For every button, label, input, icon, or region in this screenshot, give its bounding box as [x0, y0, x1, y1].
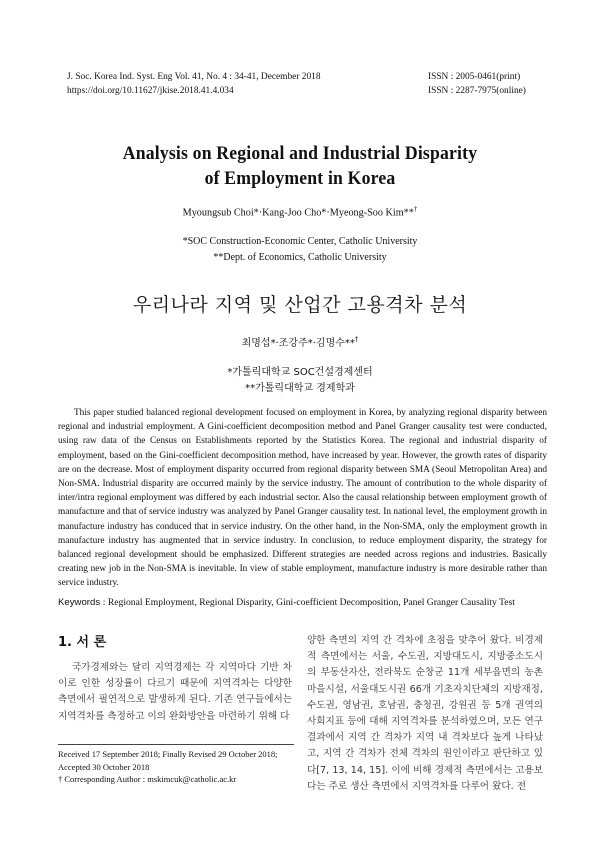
corresponding-mark: †: [413, 205, 418, 213]
column1-body: 국가경제와는 달리 지역경제는 각 지역마다 기반 차이로 인한 성장률이 다르기 때문에 지역격차는 다양한 측면에서 필연적으로 발생하게 된다. 기존 연구들에서는 지역격차를 측정하고 이의 완화방안을 마련하기 위해 다: [58, 662, 292, 722]
affiliation-english-1: *SOC Construction-Economic Center, Catholic University: [182, 236, 418, 247]
section-heading: 1. 서 론: [58, 635, 107, 650]
authors-korean: [0, 334, 600, 349]
keywords-label: Keywords: [58, 597, 101, 608]
issn-online: ISSN : 2287-7975(online): [428, 86, 526, 96]
authors-korean-names: 최명섭*·조강주*·김명수**: [241, 338, 355, 349]
keywords-text: : Regional Employment, Regional Disparity, Gini-coefficient Decomposition, Panel Granger Causality Test: [102, 597, 515, 608]
affiliation-korean-1: *가톨릭대학교 SOC건설경제센터: [227, 367, 373, 378]
column2-body: 양한 측면의 지역 간 격차에 초점을 맞추어 왔다. 비경제적 측면에서는 서울, 수도권, 지방대도시, 지방중소도시의 부동산자산, 전라북도 순창군 11개 세부읍면의 농촌마을시설, 서울대도시권 66개 기초자치단체의 지방재정, 수도권, 영남권, 호남권, 충청권, 강원권 등 5개 권역의 사회지표 등에 대해 지역격차를 분석하였으며, 모든 연구결과에서 지역 간 격차가 지역 내 격차보다 높게 나타났고, 지역 간 격차가 전체 격차의 원인이라고 판단하고 있다[7, 13, 14, 15]. 이에 비해 경제적 측면에서는 고용보다는 주로 생산 측면에서 지역격차를 다루어 왔다. 전: [307, 635, 543, 792]
affiliation-english-2: **Dept. of Economics, Catholic University: [213, 252, 387, 263]
corresponding-mark-korean: †: [354, 335, 359, 344]
footnote-mark: †: [58, 774, 63, 784]
journal-citation: J. Soc. Korea Ind. Syst. Eng Vol. 41, No. 4 : 34-41, December 2018: [67, 72, 321, 82]
footnote-divider: [58, 744, 294, 745]
footnote-corresponding-text: Corresponding Author : mskimcuk@catholic.ac.kr: [64, 774, 237, 784]
keywords: [58, 597, 515, 608]
doi-link[interactable]: https://doi.org/10.11627/jkise.2018.41.4.034: [67, 86, 234, 96]
issn-print: ISSN : 2005-0461(print): [428, 72, 521, 82]
footnote-corresponding: [58, 774, 236, 784]
affiliation-korean-2: **가톨릭대학교 경제학과: [245, 383, 355, 394]
footnote-received: Received 17 September 2018; Finally Revised 29 October 2018; Accepted 30 October 2018: [58, 749, 278, 772]
authors-english-names: Myoungsub Choi*·Kang-Joo Cho*·Myeong-Soo Kim**: [182, 207, 414, 219]
authors-english: [0, 205, 600, 218]
title-english-line-1: Analysis on Regional and Industrial Disparity: [122, 143, 478, 164]
abstract: This paper studied balanced regional development focused on employment in Korea, by analyzing regional disparity between regional and industrial employment. A Gini-coefficient decomposition method and Panel Granger causality test were conducted, using raw data of the Census on Establishments reported by the Statistics Korea. The regional and industrial disparity of employment, based on the Gini-coefficient decomposition method, have increased by year. However, the growth rates of disparity are on the decrease. Most of employment disparity occurred from regional disparity between SMA (Seoul Metropolitan Area) and Non-SMA. Industrial disparity are occurred mainly by the service industry. The amount of contribution to the whole disparity of inter/intra regional employment was differed by each industrial sector. Also the causal relationship between employment growth of manufacture and that of service industry was analyzed by Panel Granger causality test. In national level, the employment growth in manufacture industry has conduced that in service industry. On the other hand, in the Non-SMA, only the employment growth in manufacture industry has augmented that in service industry. In conclusion, to reduce employment disparity, the strategy for balanced regional development should be emphasized. Different strategies are needed across regions and industries. Basically creating new job in the Non-SMA is inevitable. In view of stable employment, manufacture industry is more desirable rather than service industry.: [58, 408, 547, 589]
title-korean: 우리나라 지역 및 산업간 고용격차 분석: [132, 294, 468, 316]
title-english-line-2: of Employment in Korea: [204, 168, 396, 189]
